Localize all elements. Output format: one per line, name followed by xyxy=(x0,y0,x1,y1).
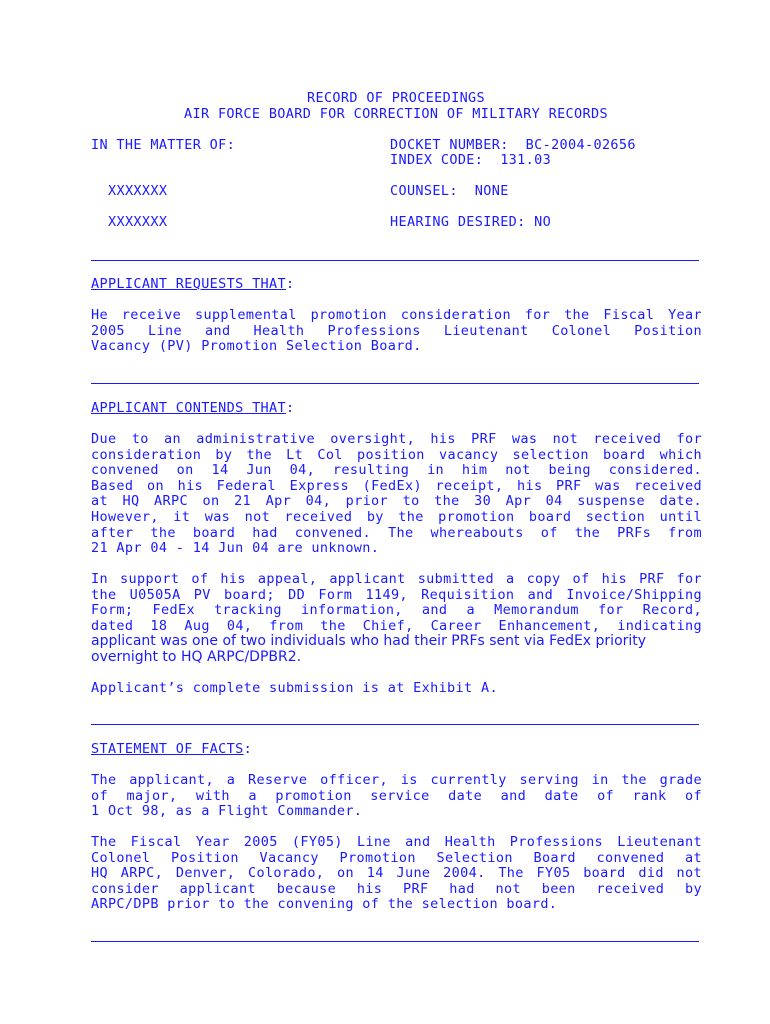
divider xyxy=(91,383,699,384)
paragraph-line: Due to an administrative oversight, his PRF was not received for xyxy=(91,431,702,447)
paragraph-line: Form; FedEx tracking information, and a Memorandum for Record, xyxy=(91,602,702,619)
exhibit-reference: Applicant’s complete submission is at Exhibit A. xyxy=(91,680,498,696)
contends-paragraph-2-continued xyxy=(91,634,702,665)
counsel: COUNSEL: NONE xyxy=(390,183,509,199)
paragraph-line: Colonel Position Vacancy Promotion Selection Board convened at xyxy=(91,849,702,866)
docket-number: DOCKET NUMBER: BC-2004-02656 xyxy=(390,137,636,153)
paragraph-line: dated 18 Aug 04, from the Chief, Career Enhancement, indicating xyxy=(91,617,702,634)
paragraph-line: of major, with a promotion service date and date of rank of xyxy=(91,787,702,804)
paragraph-line: In support of his appeal, applicant submitted a copy of his PRF for xyxy=(91,571,702,587)
paragraph-line: 1 Oct 98, as a Flight Commander. xyxy=(91,803,363,820)
divider xyxy=(91,260,699,261)
requests-paragraph xyxy=(91,308,702,355)
applicant-name-2: XXXXXXX xyxy=(108,214,168,230)
heading-text: STATEMENT OF FACTS xyxy=(91,741,244,757)
divider xyxy=(91,941,699,942)
paragraph-line: Vacancy (PV) Promotion Selection Board. xyxy=(91,338,422,355)
heading-text: APPLICANT REQUESTS THAT xyxy=(91,276,286,292)
paragraph-line: 21 Apr 04 - 14 Jun 04 are unknown. xyxy=(91,540,380,557)
document-title xyxy=(91,91,701,122)
paragraph-line: consider applicant because his PRF had not been received by xyxy=(91,880,702,897)
index-code: INDEX CODE: 131.03 xyxy=(390,152,552,168)
applicant-name-1: XXXXXXX xyxy=(108,183,168,199)
paragraph-line: at HQ ARPC on 21 Apr 04, prior to the 30 Apr 04 suspense date. xyxy=(91,493,702,510)
section-heading-contends: APPLICANT CONTENDS THAT: xyxy=(91,400,295,416)
section-heading-requests: APPLICANT REQUESTS THAT: xyxy=(91,276,295,292)
paragraph-line: convened on 14 Jun 04, resulting in him not being considered. xyxy=(91,462,702,479)
paragraph-line: consideration by the Lt Col position vacancy selection board which xyxy=(91,446,702,463)
paragraph-line: HQ ARPC, Denver, Colorado, on 14 June 2004. The FY05 board did not xyxy=(91,865,702,882)
paragraph-line: after the board had convened. The whereabouts of the PRFs from xyxy=(91,524,702,541)
contends-paragraph-2 xyxy=(91,572,702,634)
paragraph-line: overnight to HQ ARPC/DPBR2. xyxy=(91,648,302,665)
title-line-2: AIR FORCE BOARD FOR CORRECTION OF MILITARY RECORDS xyxy=(184,105,608,122)
paragraph-line: 2005 Line and Health Professions Lieutenant Colonel Position xyxy=(91,322,702,339)
facts-paragraph-1 xyxy=(91,773,702,820)
paragraph-line: The applicant, a Reserve officer, is currently serving in the grade xyxy=(91,772,702,788)
paragraph-line: ARPC/DPB prior to the convening of the selection board. xyxy=(91,896,558,913)
paragraph-line: The Fiscal Year 2005 (FY05) Line and Health Professions Lieutenant xyxy=(91,834,702,850)
heading-text: APPLICANT CONTENDS THAT xyxy=(91,400,286,416)
paragraph-line: Based on his Federal Express (FedEx) receipt, his PRF was received xyxy=(91,477,702,494)
paragraph-line: However, it was not received by the promotion board section until xyxy=(91,508,702,525)
hearing-desired: HEARING DESIRED: NO xyxy=(390,214,552,230)
section-heading-facts: STATEMENT OF FACTS: xyxy=(91,741,253,757)
divider xyxy=(91,724,699,725)
title-line-1: RECORD OF PROCEEDINGS xyxy=(306,90,486,106)
matter-label: IN THE MATTER OF: xyxy=(91,137,236,153)
paragraph-line: He receive supplemental promotion consideration for the Fiscal Year xyxy=(91,307,702,323)
paragraph-line: applicant was one of two individuals who had their PRFs sent via FedEx priority xyxy=(91,633,647,649)
contends-paragraph-1 xyxy=(91,432,702,557)
facts-paragraph-2 xyxy=(91,835,702,913)
paragraph-line: the U0505A PV board; DD Form 1149, Requisition and Invoice/Shipping xyxy=(91,586,702,603)
